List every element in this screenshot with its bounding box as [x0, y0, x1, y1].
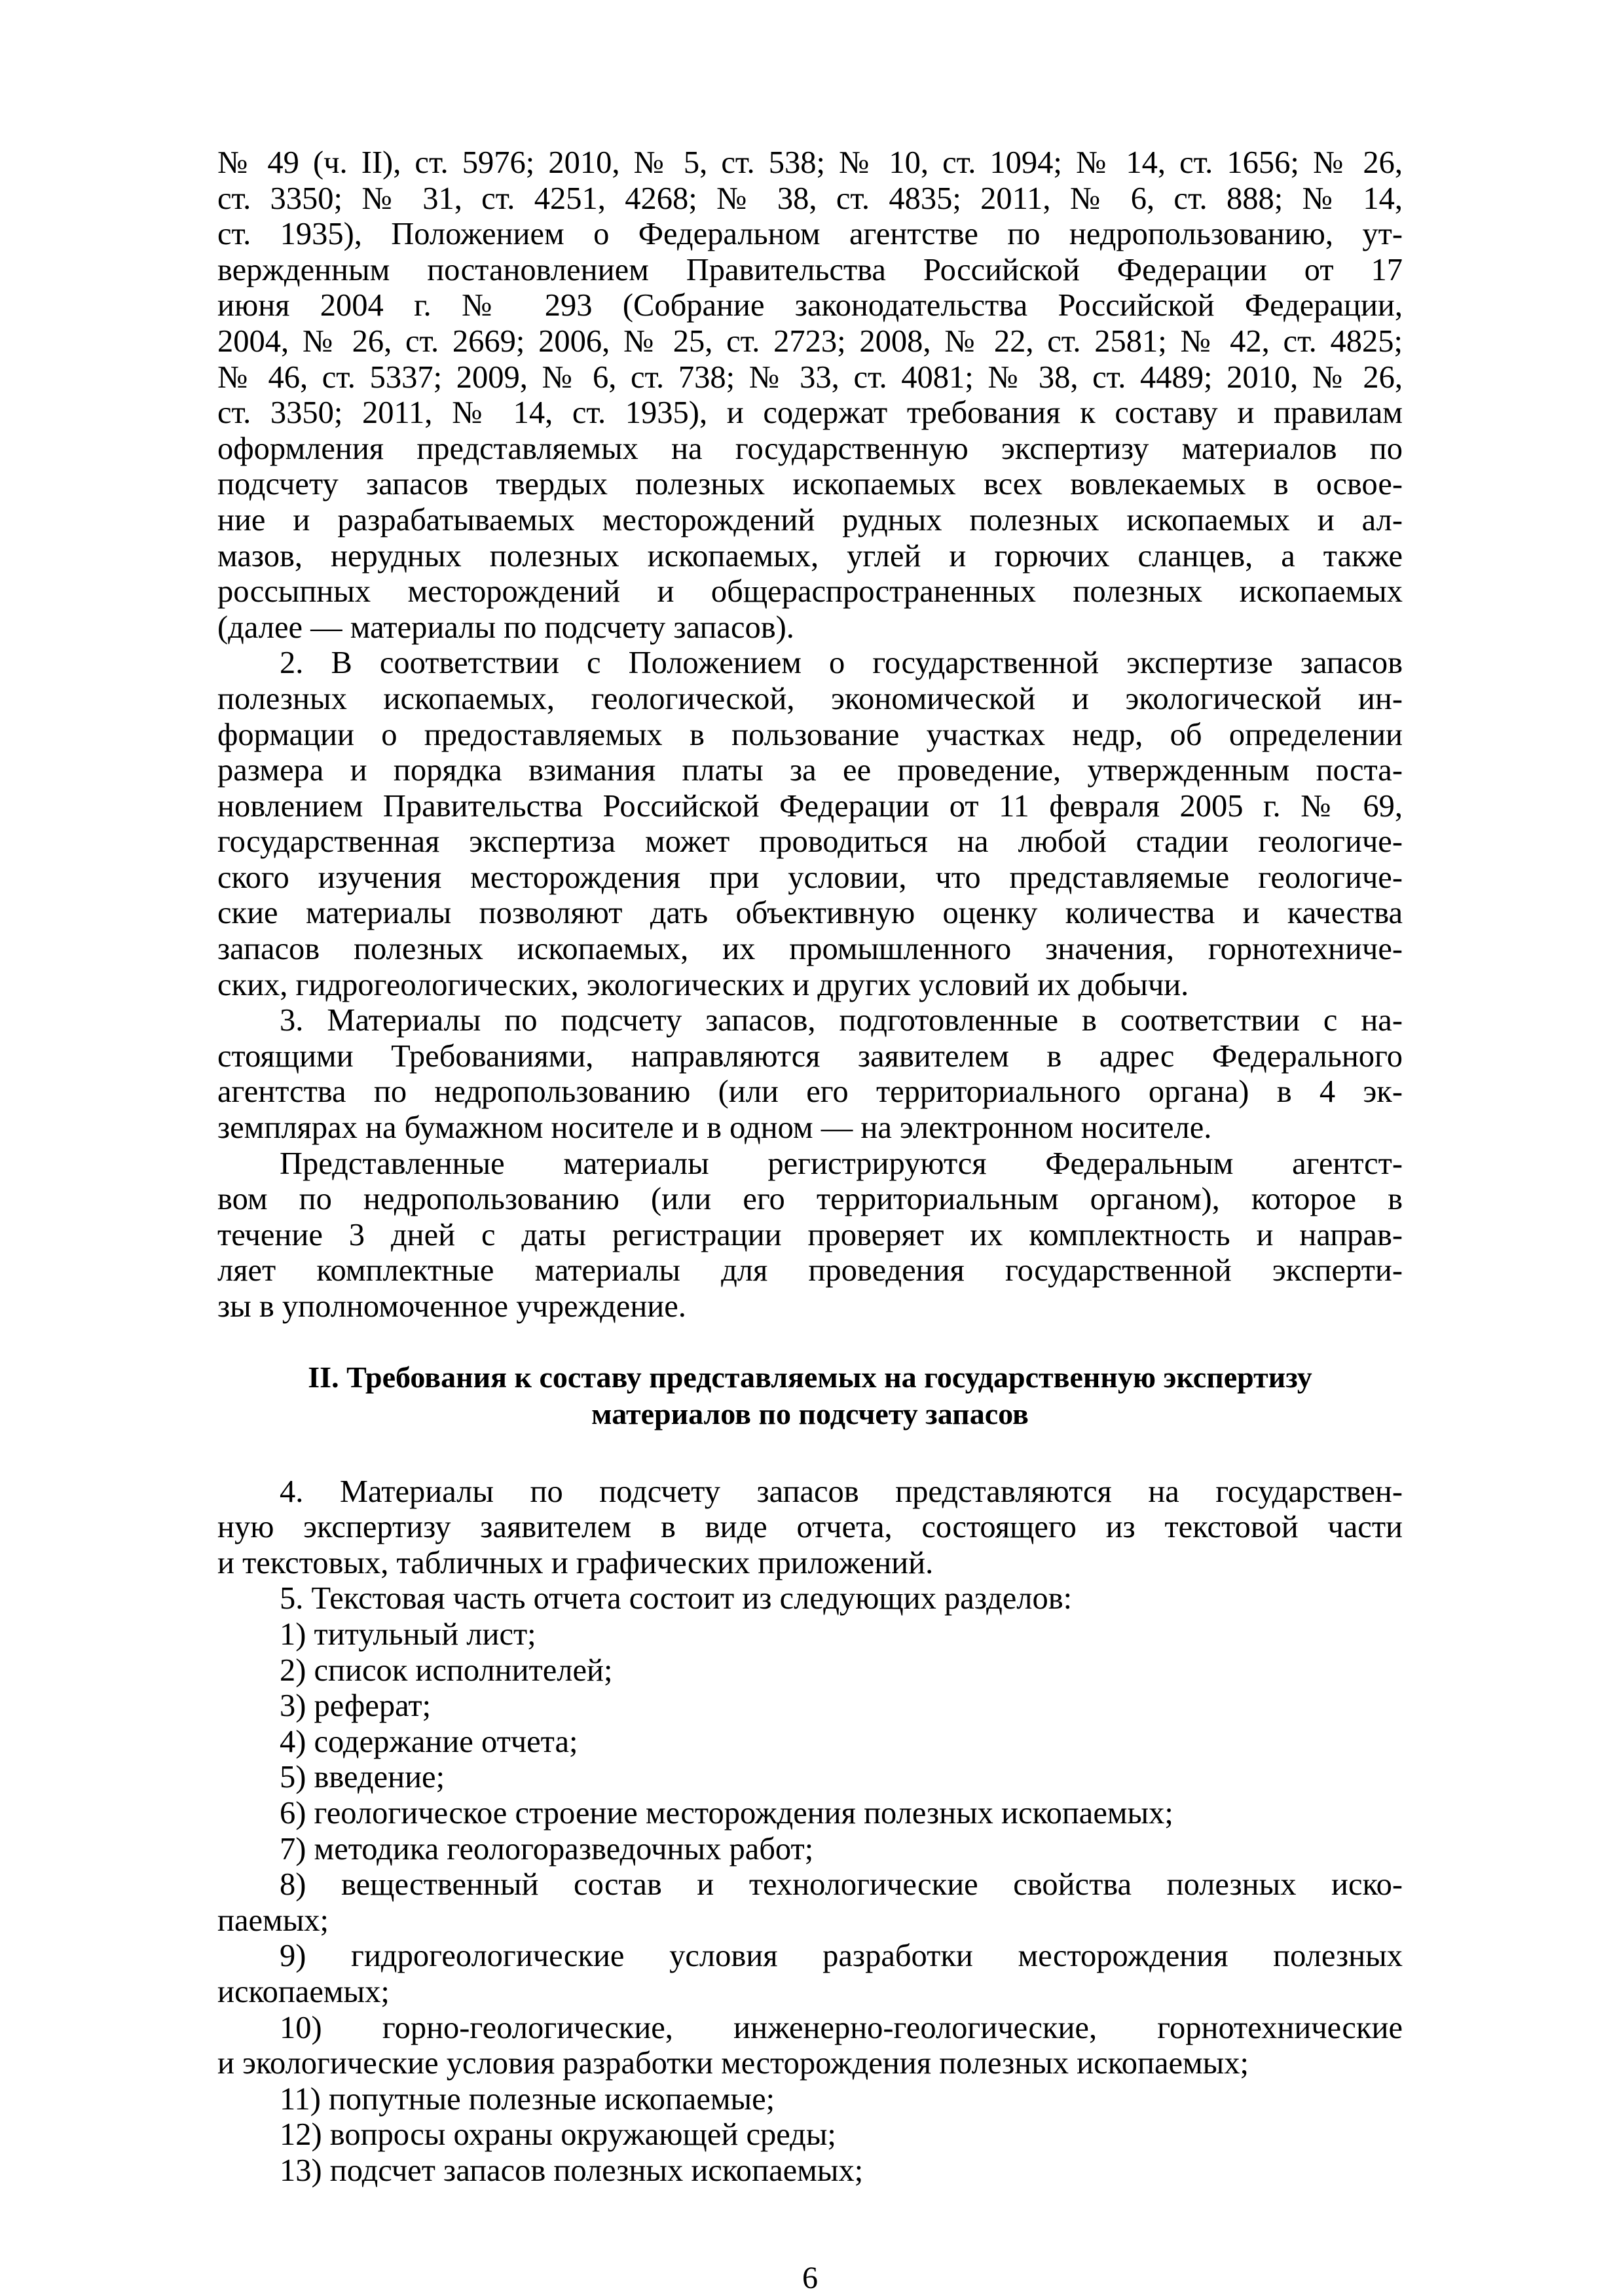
paragraph-5-text-sections: 5. Текстовая часть отчета состоит из следующих разделов:: [280, 1581, 1073, 1616]
text-line: ского изучения месторождения при условии, что представляемые геологиче-: [217, 860, 1403, 895]
paragraph-legal-basis: [217, 145, 1403, 646]
text-line: ских, гидрогеологических, экологических и других условий их добычи.: [217, 967, 1189, 1002]
list-item: 1) титульный лист;: [280, 1616, 536, 1652]
text-line: новлением Правительства Российской Федерации от 11 февраля 2005 г. № 69,: [217, 788, 1403, 824]
list-item: 12) вопросы охраны окружающей среды;: [280, 2117, 836, 2153]
text-line: ст. 1935), Положением о Федеральном агентстве по недропользованию, ут-: [217, 217, 1403, 252]
text-line: зы в уполномоченное учреждение.: [217, 1289, 686, 1324]
list-item: 3) реферат;: [280, 1688, 432, 1724]
text-line: июня 2004 г. № 293 (Собрание законодательства Российской Федерации,: [217, 288, 1403, 323]
list-item: 6) геологическое строение месторождения полезных ископаемых;: [280, 1795, 1173, 1831]
paragraph-2-state-expertise: [217, 646, 1403, 1003]
text-line: россыпных месторождений и общераспространенных полезных ископаемых: [217, 574, 1403, 610]
section-heading-line-1: II. Требования к составу представляемых на государственную экспертизу: [308, 1360, 1312, 1394]
text-line: 9) гидрогеологические условия разработки месторождения полезных: [280, 1939, 1403, 1974]
text-line: паемых;: [217, 1903, 329, 1938]
section-heading-line-2: материалов по подсчету запасов: [591, 1396, 1029, 1430]
list-item: 11) попутные полезные ископаемые;: [280, 2081, 775, 2117]
text-line: № 49 (ч. II), ст. 5976; 2010, № 5, ст. 538; № 10, ст. 1094; № 14, ст. 1656; № 26,: [217, 145, 1403, 180]
text-line: ляет комплектные материалы для проведения государственной эксперти-: [217, 1253, 1403, 1288]
text-line: вом по недропользованию (или его территориальным органом), которое в: [217, 1182, 1403, 1217]
text-line: 2. В соответствии с Положением о государственной экспертизе запасов: [280, 646, 1403, 681]
text-line: стоящими Требованиями, направляются заявителем в адрес Федерального: [217, 1038, 1403, 1074]
text-line: 2004, № 26, ст. 2669; 2006, № 25, ст. 2723; 2008, № 22, ст. 2581; № 42, ст. 4825;: [217, 323, 1403, 359]
text-line: государственная экспертиза может проводиться на любой стадии геологиче-: [217, 824, 1403, 860]
text-line: 4. Материалы по подсчету запасов представляются на государствен-: [280, 1474, 1403, 1509]
text-line: ст. 3350; № 31, ст. 4251, 4268; № 38, ст. 4835; 2011, № 6, ст. 888; № 14,: [217, 181, 1403, 216]
text-line: подсчету запасов твердых полезных ископаемых всех вовлекаемых в освое-: [217, 467, 1403, 502]
paragraph-registration: [217, 1146, 1403, 1325]
text-line: ские материалы позволяют дать объективную оценку количества и качества: [217, 896, 1403, 931]
text-line: и текстовых, табличных и графических приложений.: [217, 1545, 934, 1580]
text-line: агентства по недропользованию (или его территориального органа) в 4 эк-: [217, 1074, 1403, 1110]
list-item: [217, 1939, 1403, 2010]
text-line: размера и порядка взимания платы за ее проведение, утвержденным поста-: [217, 753, 1403, 788]
list-item: 7) методика геологоразведочных работ;: [280, 1831, 814, 1867]
text-line: Представленные материалы регистрируются Федеральным агентст-: [280, 1146, 1403, 1181]
text-line: № 46, ст. 5337; 2009, № 6, ст. 738; № 33, ст. 4081; № 38, ст. 4489; 2010, № 26,: [217, 359, 1403, 395]
text-line: ст. 3350; 2011, № 14, ст. 1935), и содержат требования к составу и правилам: [217, 395, 1403, 431]
text-line: (далее — материалы по подсчету запасов).: [217, 610, 794, 645]
list-item: [217, 2011, 1403, 2082]
paragraph-4-report-structure: [217, 1474, 1403, 1582]
text-line: запасов полезных ископаемых, их промышленного значения, горнотехниче-: [217, 932, 1403, 967]
text-line: 10) горно-геологические, инженерно-геологические, горнотехнические: [280, 2010, 1403, 2045]
page-number: 6: [802, 2261, 818, 2295]
list-item: [217, 1867, 1403, 1939]
list-item: 2) список исполнителей;: [280, 1652, 613, 1688]
text-line: формации о предоставляемых в пользование участках недр, об определении: [217, 717, 1403, 752]
text-line: полезных ископаемых, геологической, экономической и экологической ин-: [217, 681, 1403, 716]
text-line: ние и разрабатываемых месторождений рудных полезных ископаемых и ал-: [217, 502, 1403, 538]
paragraph-3-submission: [217, 1003, 1403, 1146]
text-line: 3. Материалы по подсчету запасов, подготовленные в соответствии с на-: [280, 1003, 1403, 1038]
text-line: земплярах на бумажном носителе и в одном — на электронном носителе.: [217, 1110, 1212, 1146]
list-item: 13) подсчет запасов полезных ископаемых;: [280, 2153, 864, 2188]
list-item: 4) содержание отчета;: [280, 1724, 578, 1759]
text-line: ную экспертизу заявителем в виде отчета, состоящего из текстовой части: [217, 1510, 1403, 1545]
text-line: мазов, нерудных полезных ископаемых, углей и горючих сланцев, а также: [217, 538, 1403, 574]
section-heading: [217, 1359, 1403, 1432]
text-line: и экологические условия разработки месторождения полезных ископаемых;: [217, 2046, 1249, 2081]
text-line: ископаемых;: [217, 1974, 390, 2009]
document-page: [217, 145, 1403, 2295]
text-line: оформления представляемых на государственную экспертизу материалов по: [217, 431, 1403, 466]
text-line: течение 3 дней с даты регистрации проверяет их комплектность и направ-: [217, 1217, 1403, 1252]
list-item: 5) введение;: [280, 1760, 445, 1795]
text-line: 8) вещественный состав и технологические свойства полезных иско-: [280, 1867, 1403, 1903]
text-line: вержденным постановлением Правительства Российской Федерации от 17: [217, 252, 1403, 287]
